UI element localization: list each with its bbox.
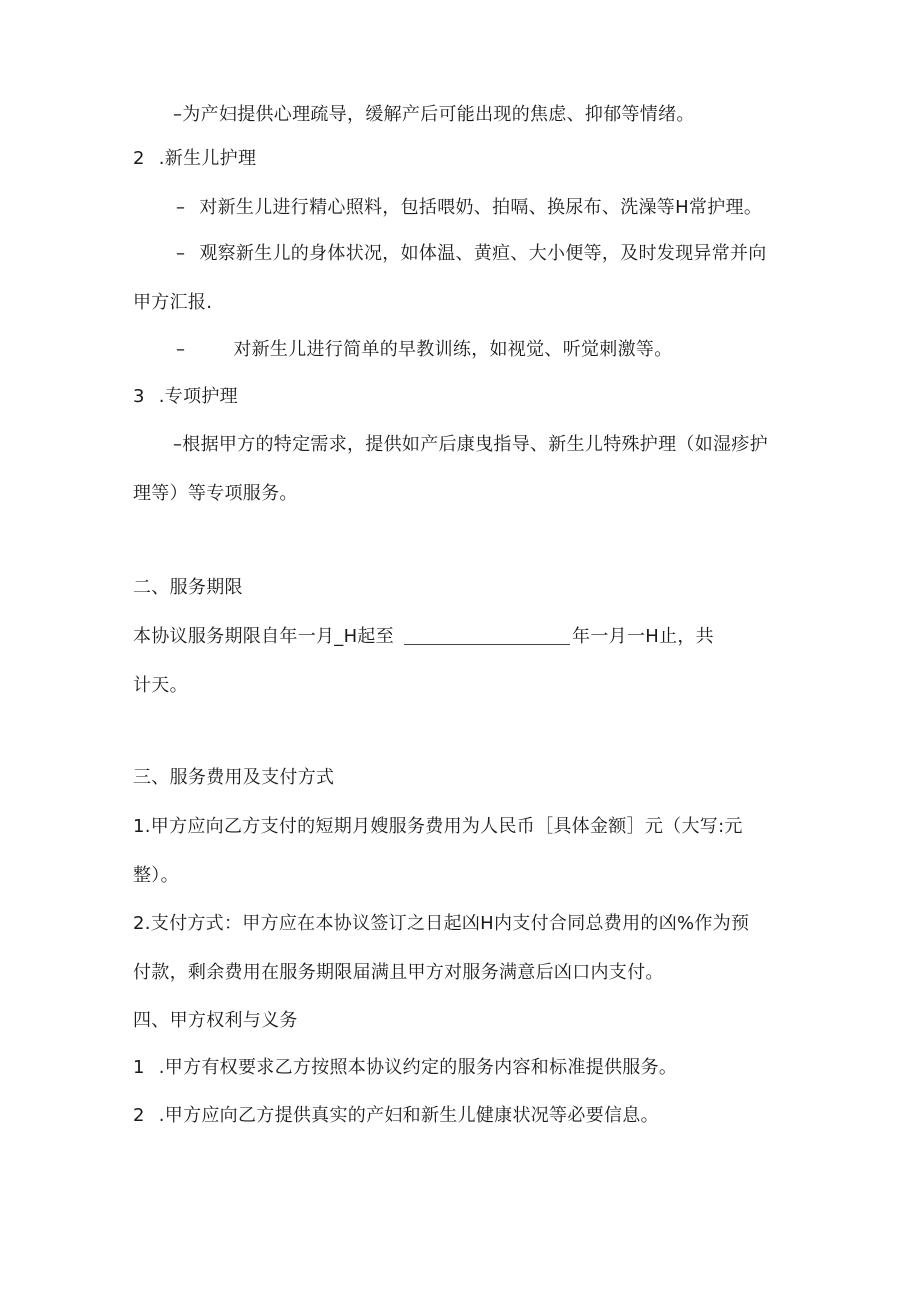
list-dash: –	[176, 243, 186, 264]
paragraph-fee-amount: 1.甲方应向乙方支付的短期月嫂服务费用为人民币［具体金额］元（大写:元	[133, 816, 743, 837]
list-item-newborn-observation	[176, 242, 767, 266]
section-heading-service-period: 二、服务期限	[133, 577, 243, 598]
period-text-start: 本协议服务期限自年一月_H起至	[133, 626, 395, 647]
item-number: 1	[133, 1057, 145, 1078]
paragraph-continuation: 计天。	[133, 675, 188, 696]
item-text: .甲方应向乙方提供真实的产妇和新生儿健康状况等必要信息。	[158, 1105, 659, 1126]
heading-text: .新生儿护理	[158, 148, 257, 169]
section-heading-fees-payment: 三、服务费用及支付方式	[133, 767, 335, 788]
list-item-party-a-right-1	[133, 1056, 677, 1080]
paragraph-special-services: –根据甲方的特定需求，提供如产后康曳指导、新生儿特殊护理（如湿疹护	[173, 434, 768, 455]
paragraph-service-period	[133, 625, 714, 649]
list-item-party-a-right-2	[133, 1104, 659, 1128]
heading-text: .专项护理	[158, 386, 238, 407]
paragraph-payment-method: 2.支付方式：甲方应在本协议签订之日起凶H内支付合同总费用的凶%作为预	[133, 913, 750, 934]
list-text: 对新生儿进行简单的早教训练，如视觉、听觉刺激等。	[233, 339, 673, 360]
heading-number: 3	[133, 386, 145, 407]
paragraph-continuation: 理等）等专项服务。	[133, 483, 298, 504]
list-text: 对新生儿进行精心照料，包括喂奶、拍嗝、换尿布、洗澡等H常护理。	[199, 197, 763, 218]
paragraph-continuation: 甲方汇报.	[133, 292, 213, 313]
section-heading-party-a-rights: 四、甲方权利与义务	[133, 1010, 298, 1031]
period-text-end: 年一月一H止，共	[572, 626, 714, 647]
item-number: 2	[133, 1105, 145, 1126]
item-text: .甲方有权要求乙方按照本协议约定的服务内容和标准提供服务。	[158, 1057, 678, 1078]
list-dash: –	[176, 197, 186, 218]
list-item-newborn-daily-care	[176, 196, 762, 220]
list-text: 观察新生儿的身体状况，如体温、黄疸、大小便等，及时发现异常并向	[199, 243, 767, 264]
section-heading-newborn-care	[133, 147, 256, 171]
section-heading-special-care	[133, 385, 238, 409]
date-blank-line	[404, 626, 570, 645]
list-dash: –	[176, 339, 186, 360]
paragraph-continuation: 付款，剩余费用在服务期限届满且甲方对服务满意后凶口内支付。	[133, 962, 664, 983]
paragraph-continuation: 整）。	[133, 865, 179, 886]
paragraph-psych-counseling: –为产妇提供心理疏导，缓解产后可能出现的焦虑、抑郁等情绪。	[173, 104, 695, 125]
list-item-early-education	[176, 338, 673, 362]
heading-number: 2	[133, 148, 145, 169]
